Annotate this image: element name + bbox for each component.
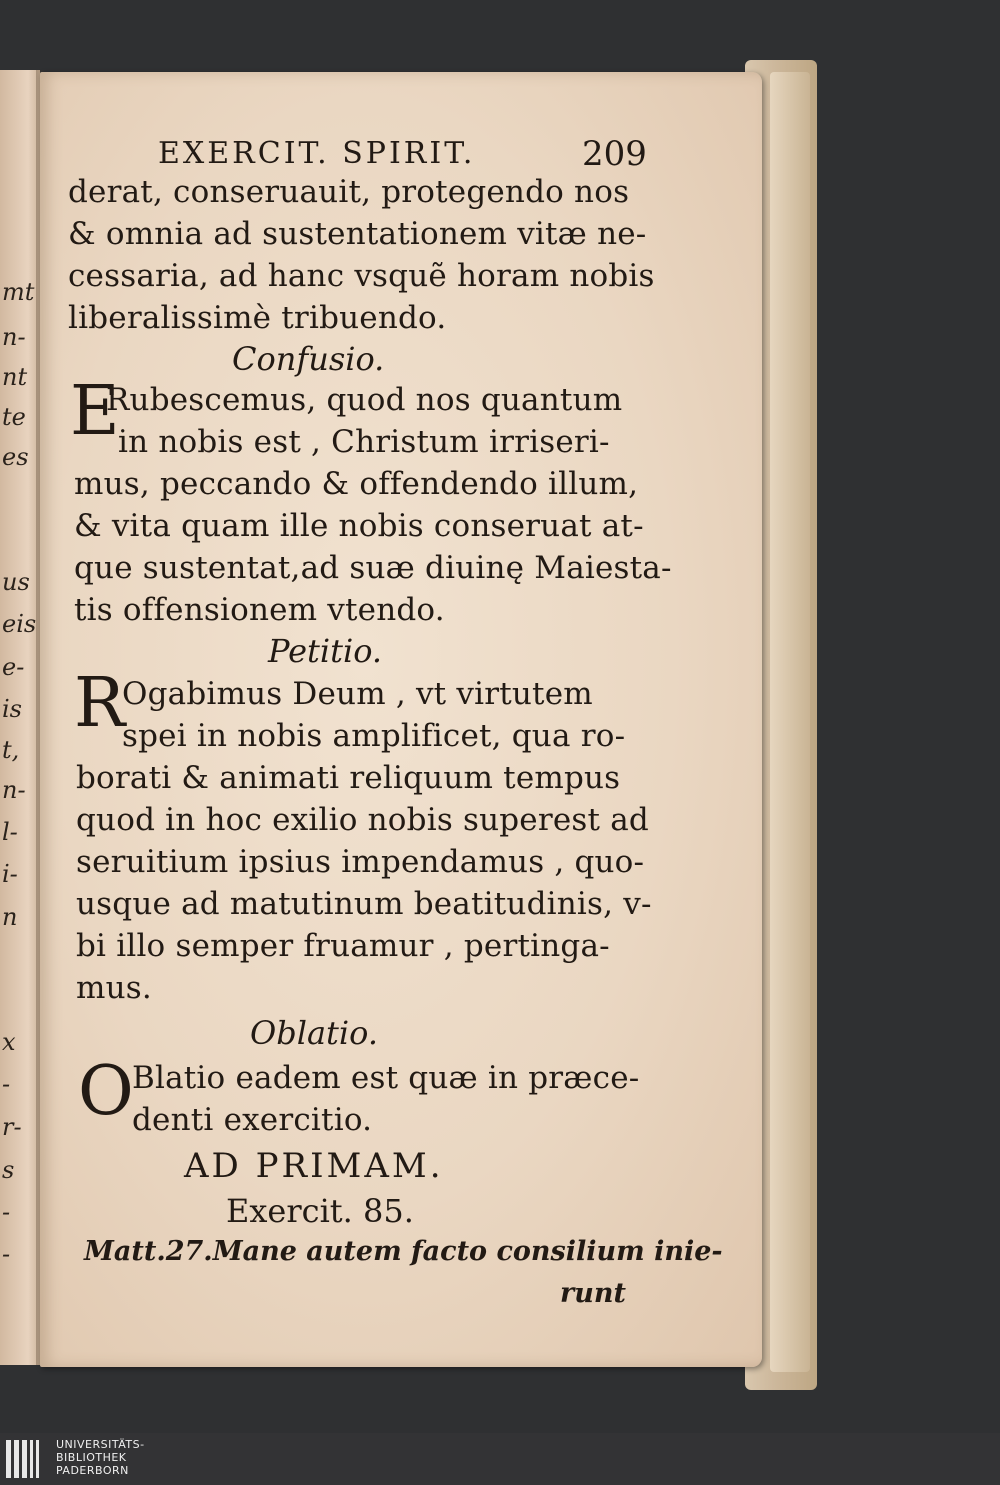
drop-cap: R bbox=[74, 664, 126, 743]
exercise-number: Exercit. 85. bbox=[226, 1192, 414, 1230]
section-heading-confusio: Confusio. bbox=[232, 340, 385, 378]
facing-page-fragment: us bbox=[2, 568, 30, 596]
text-line: Ogabimus Deum , vt virtutem bbox=[122, 676, 593, 712]
text-line: in nobis est , Christum irriseri- bbox=[118, 424, 610, 460]
text-line: denti exercitio. bbox=[132, 1102, 373, 1138]
catchword: runt bbox=[560, 1278, 626, 1309]
text-line: quod in hoc exilio nobis superest ad bbox=[76, 802, 649, 838]
book-page bbox=[40, 72, 762, 1367]
facing-page-fragment: - bbox=[2, 1198, 11, 1226]
facing-page-fragment: n- bbox=[2, 323, 26, 351]
text-line: & vita quam ille nobis conseruat at- bbox=[74, 508, 644, 544]
facing-page-fragment: t, bbox=[2, 736, 20, 764]
text-line: mus, peccando & offendendo illum, bbox=[74, 466, 639, 502]
text-line: usque ad matutinum beatitudinis, v- bbox=[76, 886, 652, 922]
facing-page-fragment: - bbox=[2, 1240, 11, 1268]
text-line: spei in nobis amplificet, qua ro- bbox=[122, 718, 626, 754]
facing-page-fragment: s bbox=[2, 1156, 15, 1184]
page-number: 209 bbox=[582, 134, 647, 174]
footer-bar bbox=[0, 1433, 1000, 1485]
text-line: mus. bbox=[76, 970, 152, 1006]
logo-line: PADERBORN bbox=[56, 1464, 129, 1477]
scripture-citation: Matt.27.Mane autem facto consilium inie- bbox=[84, 1236, 723, 1267]
chapter-title: AD PRIMAM. bbox=[184, 1146, 444, 1186]
logo-line: BIBLIOTHEK bbox=[56, 1451, 127, 1464]
facing-page-fragment: eis bbox=[2, 610, 37, 638]
facing-page-fragment: te bbox=[2, 403, 26, 431]
facing-page-fragment: - bbox=[2, 1070, 11, 1098]
text-line: Rubescemus, quod nos quantum bbox=[106, 382, 623, 418]
text-line: que sustentat,ad suæ diuinę Maiesta- bbox=[74, 550, 672, 586]
text-line: seruitium ipsius impendamus , quo- bbox=[76, 844, 645, 880]
facing-page-fragment: nt bbox=[2, 363, 28, 391]
running-head: EXERCIT. SPIRIT. bbox=[158, 136, 476, 171]
facing-page-edge bbox=[0, 70, 40, 1365]
facing-page-fragment: i- bbox=[2, 860, 18, 888]
library-logo-icon bbox=[6, 1440, 50, 1478]
facing-page-fragment: n bbox=[2, 903, 18, 931]
facing-page-fragment: mt bbox=[2, 278, 35, 306]
facing-page-fragment: l- bbox=[2, 818, 18, 846]
text-line: tis offensionem vtendo. bbox=[74, 592, 445, 628]
facing-page-fragment: x bbox=[2, 1028, 16, 1056]
logo-line: UNIVERSITÄTS- bbox=[56, 1438, 145, 1451]
section-heading-oblatio: Oblatio. bbox=[250, 1014, 378, 1052]
drop-cap: E bbox=[70, 372, 120, 451]
text-line: derat, conseruauit, protegendo nos bbox=[68, 174, 630, 210]
facing-page-fragment: es bbox=[2, 443, 29, 471]
facing-page-fragment: e- bbox=[2, 653, 25, 681]
text-line: cessaria, ad hanc vsquẽ horam nobis bbox=[68, 258, 655, 294]
facing-page-fragment: n- bbox=[2, 776, 26, 804]
facing-page-fragment: is bbox=[2, 695, 22, 723]
section-heading-petitio: Petitio. bbox=[268, 632, 383, 670]
drop-cap: O bbox=[78, 1052, 134, 1131]
text-line: bi illo semper fruamur , pertinga- bbox=[76, 928, 610, 964]
text-line: Blatio eadem est quæ in præce- bbox=[132, 1060, 640, 1096]
facing-page-fragment: r- bbox=[2, 1113, 22, 1141]
text-line: liberalissimè tribuendo. bbox=[68, 300, 447, 336]
text-line: borati & animati reliquum tempus bbox=[76, 760, 621, 796]
page-block-edge bbox=[770, 72, 810, 1372]
text-line: & omnia ad sustentationem vitæ ne- bbox=[68, 216, 647, 252]
library-logo-text bbox=[56, 1438, 145, 1477]
